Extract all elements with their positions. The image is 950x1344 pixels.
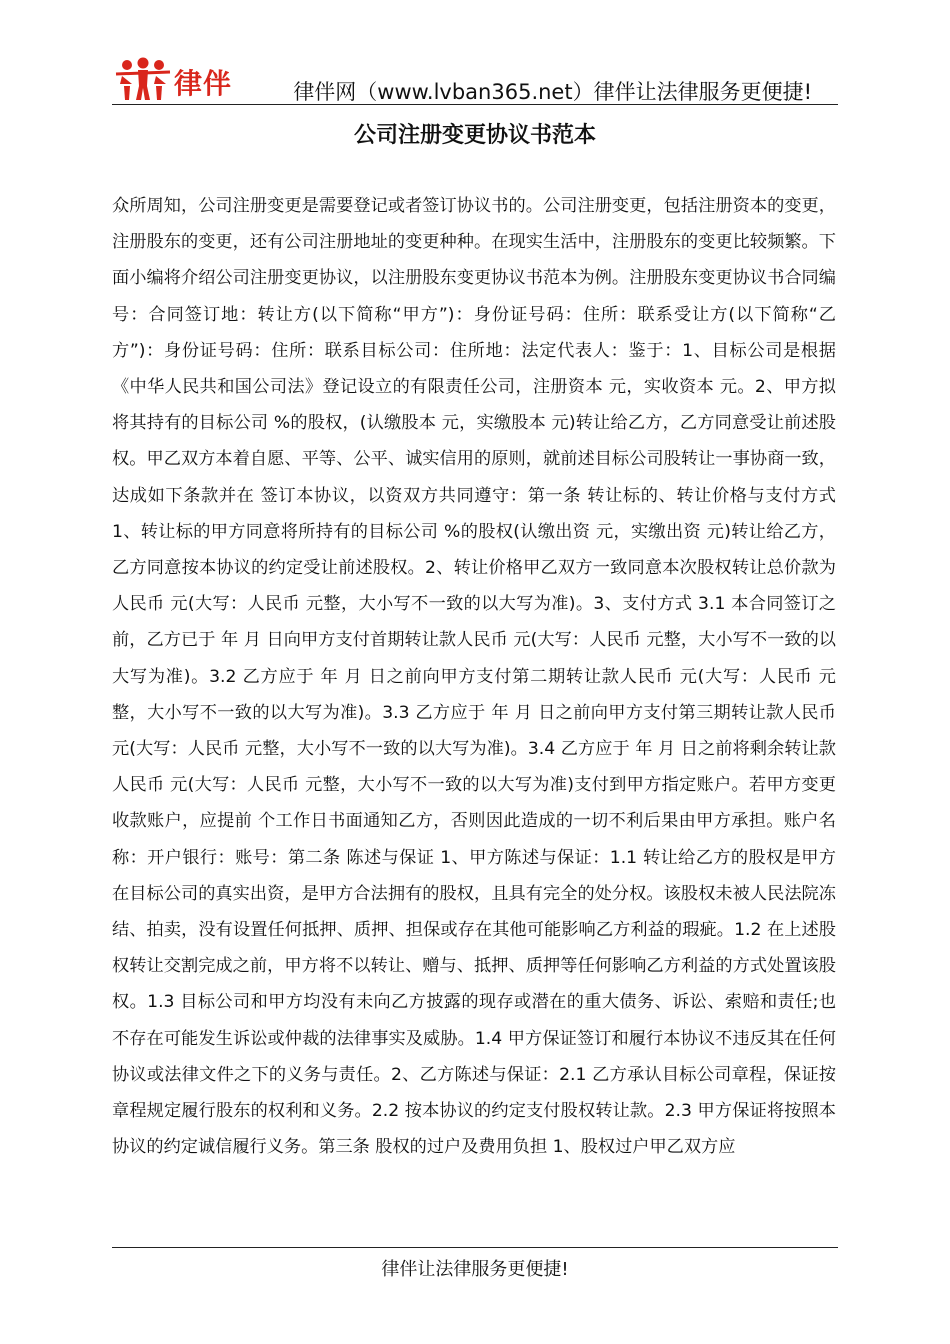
document-body: 众所周知，公司注册变更是需要登记或者签订协议书的。公司注册变更，包括注册资本的变更，注册股东的变更，还有公司注册地址的变更种种。在现实生活中，注册股东的变更比较频繁。下面小编将介绍公司注册变更协议，以注册股东变更协议书范本为例。注册股东变更协议书合同编号：合同签订地：转让方(以下简称“甲方”)：身份证号码：住所：联系受让方(以下简称“乙方”)：身份证号码：住所：联系目标公司：住所地：法定代表人：鉴于：1、目标公司是根据《中华人民共和国公司法》登记设立的有限责任公司，注册资本 元，实收资本 元。2、甲方拟将其持有的目标公司 %的股权，(认缴股本 元，实缴股本 元)转让给乙方，乙方同意受让前述股权。甲乙双方本着自愿、平等、公平、诚实信用的原则，就前述目标公司股转让一事协商一致，达成如下条款并在 签订本协议，以资双方共同遵守：第一条 转让标的、转让价格与支付方式 1、转让标的甲方同意将所持有的目标公司 %的股权(认缴出资 元，实缴出资 元)转让给乙方，乙方同意按本协议的约定受让前述股权。2、转让价格甲乙双方一致同意本次股权转让总价款为人民币 元(大写：人民币 元整，大小写不一致的以大写为准)。3、支付方式 3.1 本合同签订之前，乙方已于 年 月 日向甲方支付首期转让款人民币 元(大写：人民币 元整，大小写不一致的以大写为准)。3.2 乙方应于 年 月 日之前向甲方支付第二期转让款人民币 元(大写：人民币 元整，大小写不一致的以大写为准)。3.3 乙方应于 年 月 日之前向甲方支付第三期转让款人民币 元(大写：人民币 元整，大小写不一致的以大写为准)。3.4 乙方应于 年 月 日之前将剩余转让款人民币 元(大写：人民币 元整，大小写不一致的以大写为准)支付到甲方指定账户。若甲方变更收款账户，应提前 个工作日书面通知乙方，否则因此造成的一切不利后果由甲方承担。账户名称：开户银行：账号：第二条 陈述与保证 1、甲方陈述与保证：1.1 转让给乙方的股权是甲方在目标公司的真实出资，是甲方合法拥有的股权，且具有完全的处分权。该股权未被人民法院冻结、拍卖，没有设置任何抵押、质押、担保或存在其他可能影响乙方利益的瑕疵。1.2 在上述股权转让交割完成之前，甲方将不以转让、赠与、抵押、质押等任何影响乙方利益的方式处置该股权。1.3 目标公司和甲方均没有未向乙方披露的现存或潜在的重大债务、诉讼、索赔和责任;也不存在可能发生诉讼或仲裁的法律事实及威胁。1.4 甲方保证签订和履行本协议不违反其在任何协议或法律文件之下的义务与责任。2、乙方陈述与保证：2.1 乙方承认目标公司章程，保证按章程规定履行股东的权利和义务。2.2 按本协议的约定支付股权转让款。2.3 甲方保证将按照本协议的约定诚信履行义务。第三条 股权的过户及费用负担 1、股权过户甲乙双方应 bbox=[112, 196, 836, 1158]
footer-slogan: 律伴让法律服务更便捷! bbox=[381, 1259, 569, 1280]
document-title: 公司注册变更协议书范本 bbox=[353, 123, 596, 148]
header-divider bbox=[112, 104, 838, 105]
scales-figures-icon bbox=[112, 56, 174, 102]
page-header bbox=[112, 54, 838, 104]
header-tagline: 律伴网（www.lvban365.net）律伴让法律服务更便捷! bbox=[293, 80, 812, 104]
logo-wordmark: 律伴 bbox=[174, 67, 233, 100]
lvban-logo bbox=[112, 56, 240, 102]
footer-divider bbox=[112, 1247, 838, 1248]
